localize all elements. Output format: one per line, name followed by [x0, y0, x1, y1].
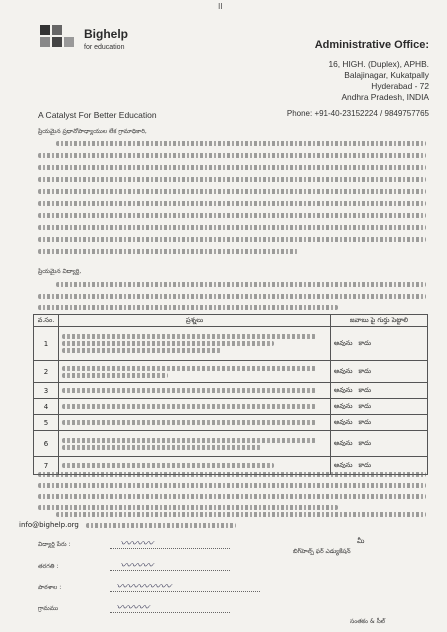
handwritten-village: 〰〰〰	[116, 601, 149, 614]
stamp-label: సంతకం & సీల్	[350, 618, 386, 625]
answer-yes[interactable]: అవును	[334, 385, 353, 394]
col-questions: ప్రశ్నలు	[59, 315, 331, 327]
answer-no[interactable]: కాదు	[358, 438, 371, 447]
label-class: తరగతి :	[38, 563, 59, 570]
brand-name: Bighelp	[84, 27, 128, 41]
paragraph-line	[38, 483, 426, 488]
address-line-3: Hyderabad - 72	[371, 81, 429, 91]
email-address: info@bighelp.org	[19, 521, 79, 529]
table-row: 1 అవును కాదు	[34, 327, 428, 361]
table-row: 4 అవును కాదు	[34, 399, 428, 415]
questions-table	[33, 314, 428, 475]
paragraph-line	[38, 165, 426, 170]
phone: Phone: +91-40-23152224 / 9849757765	[286, 109, 429, 118]
col-number: వ.సం.	[34, 315, 59, 327]
paragraph-line	[38, 201, 426, 206]
bighelp-logo-icon	[38, 22, 80, 56]
handwritten-name: 〰〰〰	[120, 537, 153, 550]
paragraph-line	[86, 523, 236, 528]
paragraph-line	[38, 305, 338, 310]
paragraph-line	[38, 177, 426, 182]
answer-yes[interactable]: అవును	[334, 438, 353, 447]
paragraph-line	[38, 237, 426, 242]
paragraph-line	[38, 494, 426, 499]
paragraph-line	[38, 213, 426, 218]
table-row: 7 అవును కాదు	[34, 457, 428, 475]
paragraph-line	[56, 282, 426, 287]
col-answer: జవాబు పై గుర్తు పెట్టాలి	[331, 315, 428, 327]
answer-no[interactable]: కాదు	[358, 401, 371, 410]
answer-no[interactable]: కాదు	[358, 385, 371, 394]
brand-subtitle: for education	[84, 44, 125, 51]
paragraph-line	[38, 153, 426, 158]
tagline: A Catalyst For Better Education	[38, 110, 157, 120]
page-mark: II	[218, 2, 223, 11]
paragraph-line	[38, 472, 426, 477]
office-title: Administrative Office:	[314, 39, 429, 51]
answer-no[interactable]: కాదు	[358, 366, 371, 375]
paragraph-line	[38, 225, 426, 230]
answer-no[interactable]: కాదు	[358, 338, 371, 347]
label-school: పాఠశాల :	[38, 584, 62, 591]
paragraph-line	[56, 141, 426, 146]
answer-yes[interactable]: అవును	[334, 338, 353, 347]
answer-yes[interactable]: అవును	[334, 366, 353, 375]
address-line-4: Andhra Pradesh, INDIA	[341, 92, 429, 102]
table-row: 6 అవును కాదు	[34, 431, 428, 457]
answer-yes[interactable]: అవును	[334, 417, 353, 426]
signoff-you: మీ	[357, 537, 365, 545]
paragraph-line	[38, 505, 338, 510]
paragraph-line	[38, 294, 426, 299]
table-row: 2 అవును కాదు	[34, 361, 428, 383]
address-line-2: Balajinagar, Kukatpally	[344, 70, 429, 80]
handwritten-school: 〰〰〰〰〰	[116, 580, 171, 593]
answer-no[interactable]: కాదు	[358, 417, 371, 426]
table-row: 5 అవును కాదు	[34, 415, 428, 431]
signoff-org: బిగ్‌హెల్ప్ ఫర్ ఎడ్యుకేషన్	[293, 548, 351, 555]
answer-yes[interactable]: అవును	[334, 401, 353, 410]
greeting-student: ప్రియమైన విద్యార్థి,	[38, 268, 82, 275]
handwritten-class: 〰〰〰	[120, 559, 153, 572]
table-row: 3 అవును కాదు	[34, 383, 428, 399]
answer-no[interactable]: కాదు	[358, 460, 371, 469]
address-line-1: 16, HIGH. (Duplex), APHB.	[328, 59, 429, 69]
paragraph-line	[38, 189, 426, 194]
paragraph-line	[38, 249, 298, 254]
answer-yes[interactable]: అవును	[334, 460, 353, 469]
greeting: ప్రియమైన ప్రధానోపాధ్యాయుల లేక గ్రామాధికారి,	[38, 128, 147, 135]
paragraph-line	[56, 512, 426, 517]
label-student-name: విద్యార్థి పేరు :	[38, 541, 71, 548]
label-village: గ్రామము	[38, 605, 59, 612]
